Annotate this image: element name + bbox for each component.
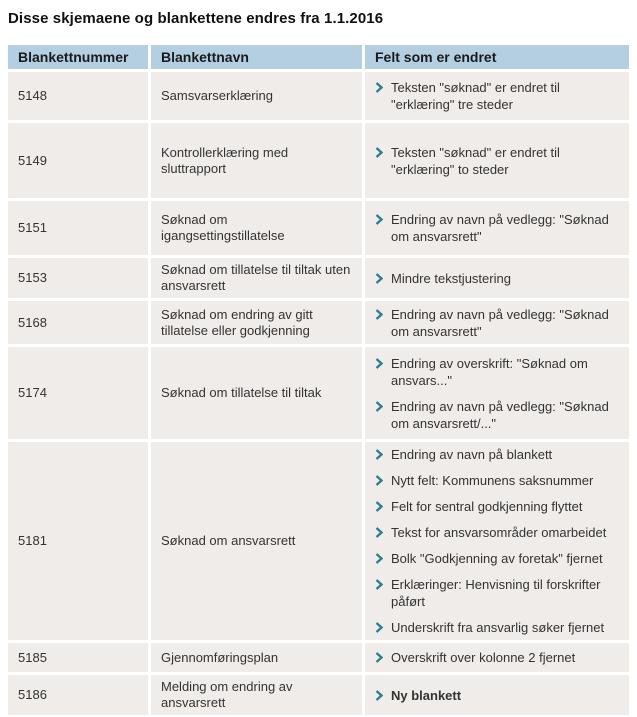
change-text: Endring av overskrift: "Søknad om ansvars..." xyxy=(391,355,588,388)
change-text: Overskrift over kolonne 2 fjernet xyxy=(391,650,576,665)
form-number: 5153 xyxy=(8,258,148,298)
change-text: Bolk "Godkjenning av foretak" fjernet xyxy=(391,551,603,566)
table-row xyxy=(8,201,629,255)
change-text: Endring av navn på blankett xyxy=(391,447,553,462)
chevron-right-icon xyxy=(375,472,391,486)
table-header-row xyxy=(8,45,629,69)
table-row xyxy=(8,347,629,439)
form-name: Søknad om ansvarsrett xyxy=(151,442,362,640)
form-number: 5174 xyxy=(8,347,148,439)
form-number: 5186 xyxy=(8,675,148,715)
change-text: Underskrift fra ansvarlig søker fjernet xyxy=(391,620,605,635)
change-text: Teksten "søknad" er endret til "erklæring" to steder xyxy=(391,144,560,177)
chevron-right-icon xyxy=(375,687,391,701)
table-row xyxy=(8,675,629,715)
column-header-blankettnummer: Blankettnummer xyxy=(8,45,148,69)
form-name: Melding om endring av ansvarsrett xyxy=(151,675,362,715)
chevron-right-icon xyxy=(375,446,391,460)
forms-changes-table xyxy=(8,45,629,715)
form-number: 5149 xyxy=(8,123,148,198)
table-row xyxy=(8,72,629,120)
chevron-right-icon xyxy=(375,211,391,225)
form-name: Søknad om igangsettingstillatelse xyxy=(151,201,362,255)
change-text: Endring av navn på vedlegg: "Søknad om ansvarsrett" xyxy=(391,306,609,339)
change-item xyxy=(375,144,619,178)
changes-list xyxy=(375,270,619,287)
change-item xyxy=(375,550,619,567)
change-item xyxy=(375,79,619,113)
change-item xyxy=(375,446,619,463)
change-item xyxy=(375,619,619,636)
changes-list xyxy=(375,144,619,178)
change-item xyxy=(375,576,619,610)
table-row xyxy=(8,301,629,344)
chevron-right-icon xyxy=(375,619,391,633)
change-item xyxy=(375,355,619,389)
chevron-right-icon xyxy=(375,270,391,284)
change-text: Nytt felt: Kommunens saksnummer xyxy=(391,473,594,488)
column-header-felt-som-er-endret: Felt som er endret xyxy=(365,45,629,69)
chevron-right-icon xyxy=(375,398,391,412)
change-text: Ny blankett xyxy=(391,687,462,703)
form-name: Søknad om endring av gitt tillatelse eller godkjenning xyxy=(151,301,362,344)
page-title: Disse skjemaene og blankettene endres fra 1.1.2016 xyxy=(8,10,384,27)
chevron-right-icon xyxy=(375,498,391,512)
form-name: Søknad om tillatelse til tiltak xyxy=(151,347,362,439)
change-item xyxy=(375,498,619,515)
changes-list xyxy=(375,687,619,704)
table-row xyxy=(8,643,629,672)
chevron-right-icon xyxy=(375,550,391,564)
form-name: Kontrollerklæring med sluttrapport xyxy=(151,123,362,198)
change-item xyxy=(375,687,619,704)
change-text: Erklæringer: Henvisning til forskrifter påført xyxy=(391,577,601,609)
change-text: Endring av navn på vedlegg: "Søknad om ansvarsrett/..." xyxy=(391,398,609,431)
changes-list xyxy=(375,306,619,340)
change-item xyxy=(375,649,619,666)
table-row xyxy=(8,258,629,298)
form-number: 5181 xyxy=(8,442,148,640)
change-item xyxy=(375,398,619,432)
form-name: Søknad om tillatelse til tiltak uten ansvarsrett xyxy=(151,258,362,298)
changes-list xyxy=(375,446,619,636)
form-number: 5168 xyxy=(8,301,148,344)
form-number: 5151 xyxy=(8,201,148,255)
table-row xyxy=(8,442,629,640)
changes-list xyxy=(375,355,619,432)
table-row xyxy=(8,123,629,198)
form-name: Samsvarserklæring xyxy=(151,72,362,120)
changes-list xyxy=(375,79,619,113)
change-item xyxy=(375,270,619,287)
chevron-right-icon xyxy=(375,79,391,93)
change-text: Tekst for ansvarsområder omarbeidet xyxy=(391,525,607,540)
form-name: Gjennomføringsplan xyxy=(151,643,362,672)
change-text: Felt for sentral godkjenning flyttet xyxy=(391,499,583,514)
changes-list xyxy=(375,211,619,245)
change-text: Teksten "søknad" er endret til "erklæring" tre steder xyxy=(391,80,560,112)
chevron-right-icon xyxy=(375,649,391,663)
form-number: 5185 xyxy=(8,643,148,672)
change-item xyxy=(375,211,619,245)
change-item xyxy=(375,472,619,489)
change-text: Mindre tekstjustering xyxy=(391,270,511,286)
change-item xyxy=(375,306,619,340)
chevron-right-icon xyxy=(375,144,391,158)
changes-list xyxy=(375,649,619,666)
chevron-right-icon xyxy=(375,524,391,538)
change-item xyxy=(375,524,619,541)
chevron-right-icon xyxy=(375,355,391,369)
chevron-right-icon xyxy=(375,306,391,320)
form-number: 5148 xyxy=(8,72,148,120)
chevron-right-icon xyxy=(375,576,391,590)
column-header-blankettnavn: Blankettnavn xyxy=(151,45,362,69)
change-text: Endring av navn på vedlegg: "Søknad om ansvarsrett" xyxy=(391,212,609,244)
